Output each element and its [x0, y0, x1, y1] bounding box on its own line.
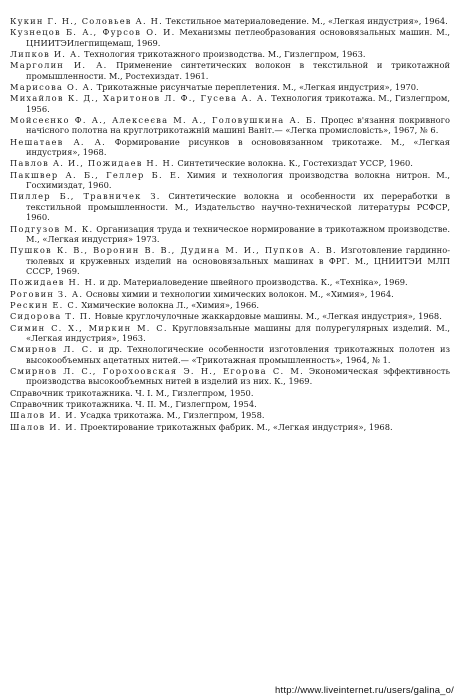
entry-text: Химические волокна Л., «Химия», 1966. — [78, 299, 260, 310]
entry-author: Марисова О. А. — [10, 82, 94, 92]
bibliography-entry — [10, 289, 450, 299]
bibliography-entry — [10, 115, 450, 136]
bibliography-entry — [10, 49, 450, 59]
entry-author: Подгузов М. К. — [10, 223, 94, 234]
entry-author: Кузнецов Б. А., Фурсов О. И. — [10, 27, 176, 38]
watermark-url: http://www.liveinternet.ru/users/galina_o/ — [275, 685, 454, 696]
entry-text: Трикотажные рисунчатые переплетения. М., «Легкая индустрия», 1970. — [93, 82, 419, 92]
entry-author: Пожидаев Н. Н. — [10, 277, 97, 288]
entry-author: Кукин Г. Н., Соловьев А. Н. — [10, 16, 163, 26]
entry-author: Сидорова Т. П. — [10, 311, 93, 322]
bibliography-entry — [10, 344, 450, 365]
bibliography-entry — [10, 170, 450, 191]
entry-text: Химия и технология производства волокна нитрон. М., Госхимиздат, 1960. — [26, 169, 450, 191]
entry-text: Механизмы петлеобразования основовязальных машин. М., ЦНИИТЭИлегпищемаш, 1969. — [26, 27, 450, 48]
bibliography-entry — [10, 323, 450, 344]
entry-author: Нешатаев А. А. — [10, 136, 107, 147]
entry-author: Пушков К. В., Воронин В. В., Дудина М. И., Пупков А. В. — [10, 245, 337, 256]
entry-text: Новые круглочулочные жаккардовые машины. М., «Легкая индустрия», 1968. — [92, 311, 442, 322]
bibliography-entry — [10, 366, 450, 387]
entry-text: Справочник трикотажника. Ч. II. М., Гизлегпром, 1954. — [10, 398, 257, 409]
bibliography-entry — [10, 16, 450, 26]
entry-author: Роговин З. А. — [10, 288, 84, 299]
entry-text: Технология трикотажа. М., Гизлегпром, 1956. — [26, 93, 450, 114]
bibliography-entry — [10, 410, 450, 420]
bibliography-entry — [10, 311, 450, 321]
entry-author: Липков И. А. — [10, 49, 82, 59]
entry-text: Текстильное материаловедение. М., «Легкая индустрия», 1964. — [162, 16, 448, 26]
bibliography-entry — [10, 158, 450, 168]
bibliography-entry — [10, 82, 450, 92]
bibliography-entry — [10, 224, 450, 245]
entry-author: Пиллер Б., Травничек З. — [10, 191, 161, 202]
bibliography-list — [10, 16, 450, 433]
bibliography-entry — [10, 277, 450, 287]
entry-author: Марголин И. А. — [10, 60, 108, 71]
entry-text: Технология трикотажного производства. М., Гизлегпром, 1963. — [81, 49, 366, 59]
bibliography-entry — [10, 399, 450, 409]
bibliography-entry — [10, 245, 450, 276]
bibliography-entry — [10, 60, 450, 81]
entry-text: Кругловязальные машины для полурегулярных изделий. М., «Легкая индустрия», 1963. — [26, 322, 450, 343]
entry-text: Справочник трикотажника. Ч. I. М., Гизлегпром, 1950. — [10, 387, 254, 398]
entry-author: Симин С. Х., Миркин М. С. — [10, 322, 168, 333]
bibliography-entry — [10, 422, 450, 432]
bibliography-entry — [10, 137, 450, 158]
entry-text: Применение синтетических волокон в текстильной и трикотажной промышленности. М., Ростехиздат. 1961. — [26, 60, 450, 81]
entry-author: Смирнов Л. С. — [10, 344, 94, 355]
bibliography-entry — [10, 191, 450, 222]
entry-text: и др. Материаловедение швейного производства. К., «Техніка», 1969. — [96, 277, 408, 288]
entry-text: Организация труда и техническое нормирование в трикотажном производстве. М., «Легкая индустрия» 1973. — [26, 223, 450, 244]
entry-text: Проектирование трикотажных фабрик. М., «Легкая индустрия», 1968. — [77, 421, 393, 432]
entry-text: Синтетические волокна и особенности их переработки в текстильной промышленности. М., Издательство научно-технической литературы РСФСР, 1960. — [26, 191, 450, 223]
entry-author: Павлов А. И., Пожидаев Н. Н. — [10, 158, 175, 169]
entry-text: Основы химии и технологии химических волокон. М., «Химия», 1964. — [83, 288, 394, 299]
entry-author: Шалов И. И. — [10, 421, 78, 432]
entry-author: Рескин Е. С. — [10, 299, 79, 310]
entry-text: Процес в'язання покривного начісного полотна на круглотрикотажній машині Ванiт.— «Легка промисловiсть», 1967, № 6. — [26, 115, 450, 136]
bibliography-entry — [10, 388, 450, 398]
entry-text: Изготовление гардинно-тюлевых и кружевных изделий на основовязальных машинах в ФРГ. М., ЦНИИТЭИ МЛП СССР, 1969. — [26, 245, 450, 277]
entry-text: и др. Технологические особенности изготовления трикотажных полотен из высокообъемных ацетатных нитей.— «Трикотажная промышленность», 1964, № 1. — [26, 344, 450, 365]
entry-text: Синтетические волокна. К., Гостехиздат УССР, 1960. — [174, 158, 413, 169]
entry-text: Экономическая эффективность производства высокообъемных нитей в изделий из них. К., 1969. — [26, 365, 450, 387]
entry-author: Пакшвер А. Б., Геллер Б. Е. — [10, 169, 182, 180]
entry-author: Мойсеєнко Ф. А., Алексеєва М. А., Головушкина А. Б. — [10, 115, 317, 125]
bibliography-entry — [10, 300, 450, 310]
bibliography-entry — [10, 27, 450, 48]
bibliography-entry — [10, 93, 450, 114]
entry-author: Смирнов Л. С., Горохоовская Э. Н., Егорова С. М. — [10, 365, 304, 376]
entry-author: Шалов И. И. — [10, 410, 78, 421]
entry-author: Михайлов К. Д., Харитонов Л. Ф., Гусева А. А. — [10, 93, 269, 104]
entry-text: Усадка трикотажа. М., Гизлегпром, 1958. — [77, 410, 265, 421]
entry-text: Формирование рисунков в основовязанном трикотаже. М., «Легкая индустрия», 1968. — [26, 136, 450, 158]
